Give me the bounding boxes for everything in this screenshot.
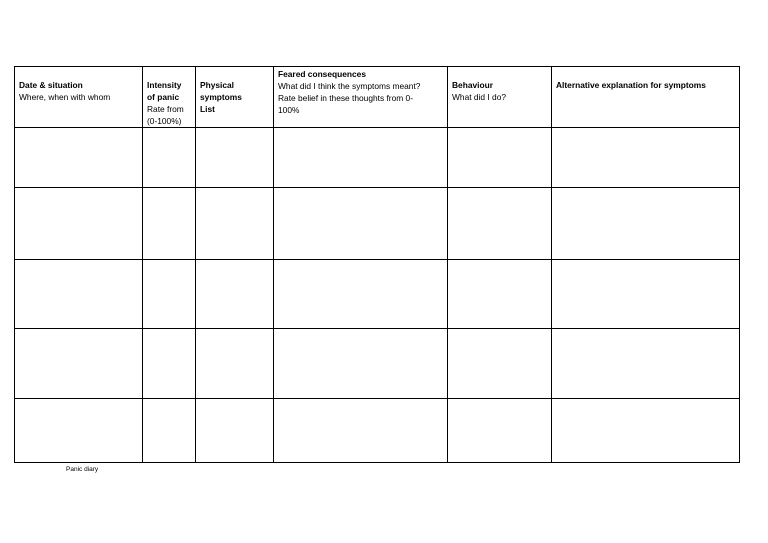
column-subtitle: 100%: [278, 105, 300, 115]
table-cell[interactable]: [274, 260, 448, 329]
table-cell[interactable]: [552, 260, 740, 329]
table-row: [15, 260, 740, 329]
table-cell[interactable]: [448, 188, 552, 260]
column-title: Behaviour: [452, 80, 493, 90]
table-cell[interactable]: [15, 260, 143, 329]
column-title-line: of panic: [147, 92, 180, 102]
table-cell[interactable]: [196, 329, 274, 399]
table-cell[interactable]: [552, 399, 740, 463]
table-row: [15, 329, 740, 399]
table-cell[interactable]: [274, 329, 448, 399]
table-cell[interactable]: [448, 260, 552, 329]
column-header-intensity: [143, 67, 196, 128]
table-cell[interactable]: [448, 329, 552, 399]
table-cell[interactable]: [15, 329, 143, 399]
table-cell[interactable]: [196, 399, 274, 463]
panic-diary-table: [14, 66, 740, 463]
table-cell[interactable]: [196, 260, 274, 329]
table-cell[interactable]: [143, 399, 196, 463]
table-cell[interactable]: [552, 128, 740, 188]
header-row: [15, 67, 740, 128]
column-subtitle: (0-100%): [147, 116, 182, 126]
column-subtitle: What did I do?: [452, 92, 507, 102]
table-cell[interactable]: [143, 329, 196, 399]
footer-caption: Panic diary: [66, 466, 99, 473]
table-cell[interactable]: [274, 399, 448, 463]
table-cell[interactable]: [15, 188, 143, 260]
column-header-date-situation: [15, 67, 143, 128]
column-title-line: symptoms: [200, 92, 242, 102]
table-row: [15, 188, 740, 260]
column-title: Alternative explanation for symptoms: [556, 80, 706, 90]
table-cell[interactable]: [15, 128, 143, 188]
column-header-physical-symptoms: [196, 67, 274, 128]
table-row: [15, 399, 740, 463]
table-cell[interactable]: [15, 399, 143, 463]
column-title: Feared consequences: [278, 69, 366, 79]
table-cell[interactable]: [552, 329, 740, 399]
column-subtitle: What did I think the symptoms meant?: [278, 81, 421, 91]
table-row: [15, 128, 740, 188]
table-cell[interactable]: [274, 128, 448, 188]
table-cell[interactable]: [143, 260, 196, 329]
column-subtitle: List: [200, 104, 215, 114]
column-header-alternative-explanation: [552, 67, 740, 128]
column-subtitle: Where, when with whom: [19, 92, 111, 102]
column-header-feared-consequences: [274, 67, 448, 128]
table-cell[interactable]: [143, 188, 196, 260]
column-title: Date & situation: [19, 80, 83, 90]
column-header-behaviour: [448, 67, 552, 128]
table-cell[interactable]: [196, 128, 274, 188]
column-subtitle: Rate belief in these thoughts from 0-: [278, 93, 414, 103]
table-cell[interactable]: [552, 188, 740, 260]
column-title-line: Intensity: [147, 80, 182, 90]
table-cell[interactable]: [274, 188, 448, 260]
table-cell[interactable]: [448, 128, 552, 188]
column-subtitle: Rate from: [147, 104, 184, 114]
column-title-line: Physical: [200, 80, 234, 90]
table-cell[interactable]: [448, 399, 552, 463]
table-cell[interactable]: [143, 128, 196, 188]
table-cell[interactable]: [196, 188, 274, 260]
